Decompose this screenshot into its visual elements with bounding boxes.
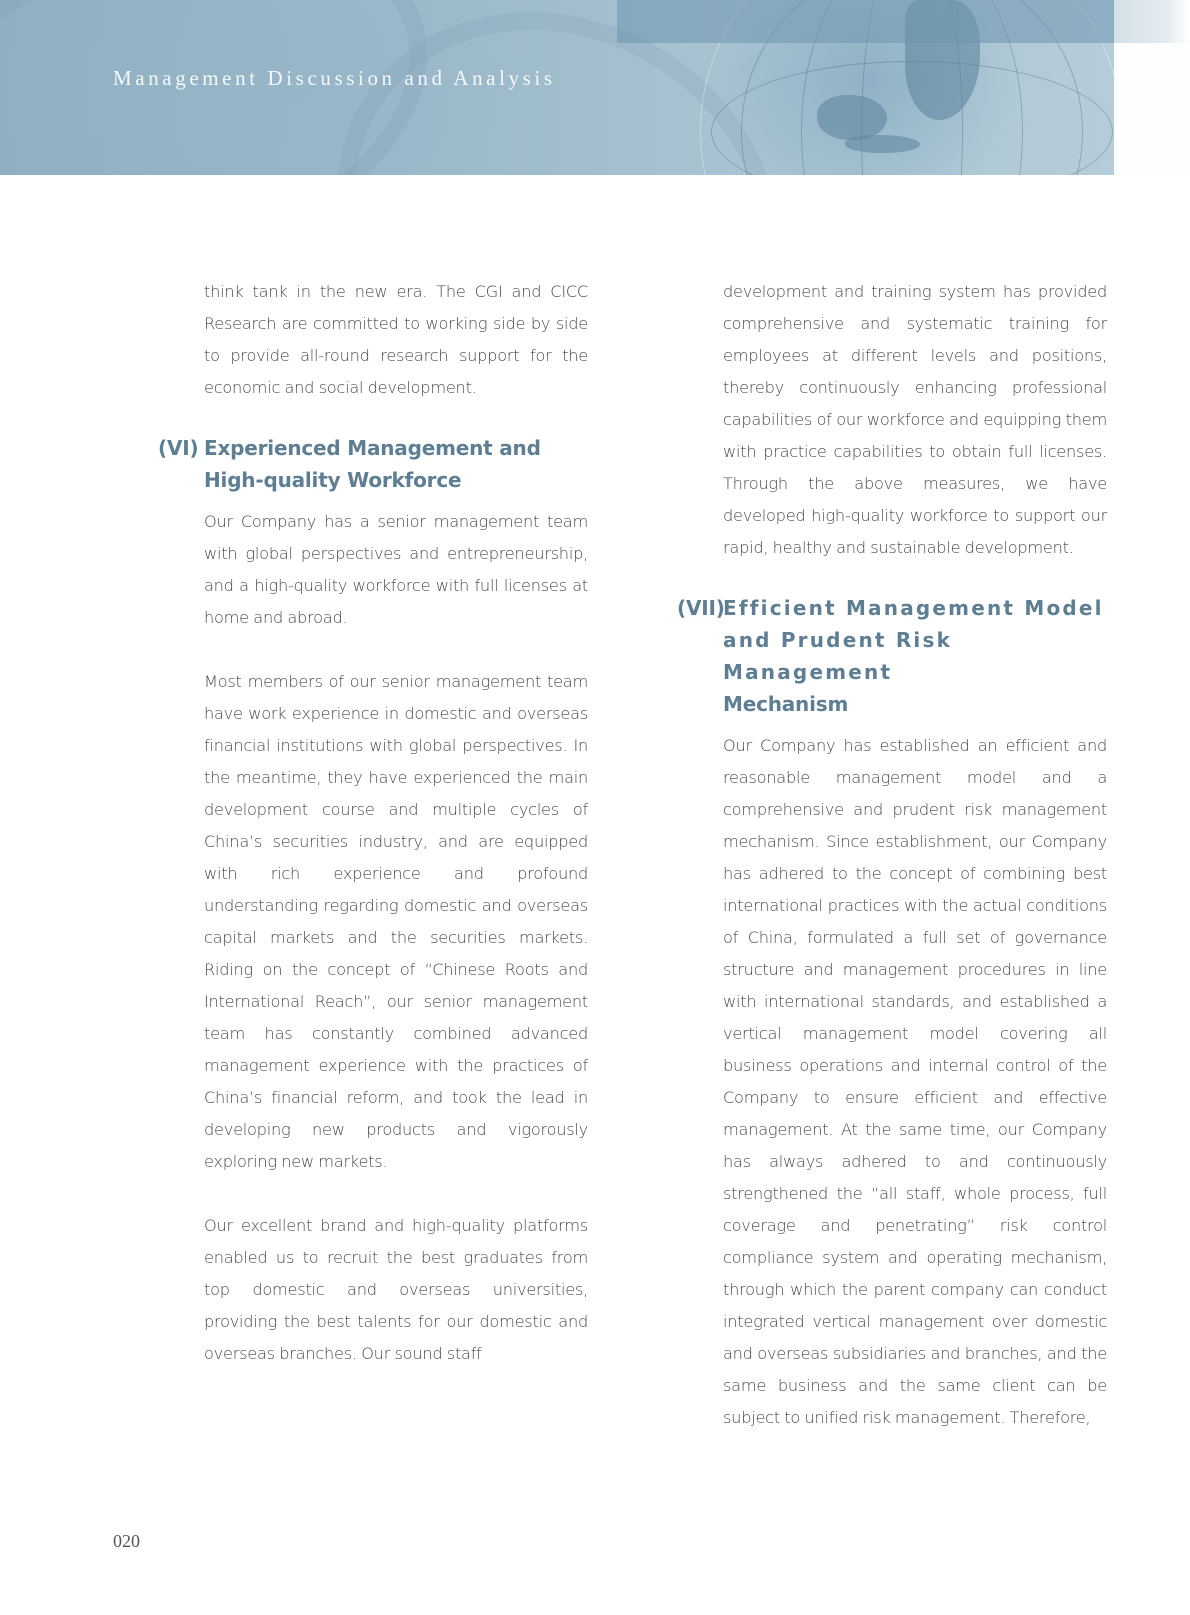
banner-top-strip-extension <box>1114 0 1190 43</box>
section-title-line: Mechanism <box>723 692 849 716</box>
banner-top-strip <box>617 0 1114 43</box>
section-vi-heading <box>158 432 588 496</box>
page-number: 020 <box>113 1531 140 1551</box>
section-number: (VII) <box>677 596 725 620</box>
body-paragraph: Our Company has a senior management team with global perspectives and entrepreneurship, and a high-quality workforce with full licenses at home and abroad. <box>204 512 588 627</box>
globe-landmass-australia <box>817 95 887 140</box>
header-banner <box>0 0 1114 175</box>
body-paragraph: Most members of our senior management team have work experience in domestic and overseas financial institutions with global perspectives. In the meantime, they have experienced the main development course and multiple cycles of China’s securities industry, and are equipped with rich experience and profound understanding regarding domestic and overseas capital markets and the securities markets. Riding on the concept of “Chinese Roots and International Reach”, our senior management team has constantly combined advanced management experience with the practices of China’s financial reform, and took the lead in developing new products and vigorously exploring new markets. <box>204 672 588 1171</box>
globe-landmass-antarctica <box>845 135 920 153</box>
section-title-line: Efficient Management Model <box>723 596 1104 620</box>
left-column <box>158 276 588 1370</box>
body-paragraph: Our Company has established an efficient and reasonable management model and a comprehensive and prudent risk management mechanism. Since establishment, our Company has adhered to the concept of combining best international practices with the actual conditions of China, formulated a full set of governance structure and management procedures in line with international standards, and established a vertical management model covering all business operations and internal control of the Company to ensure efficient and effective management. At the same time, our Company has always adhered to and continuously strengthened the “all staff, whole process, full coverage and penetrating” risk control compliance system and operating mechanism, through which the parent company can conduct integrated vertical management over domestic and overseas subsidiaries and branches, and the same business and the same client can be subject to unified risk management. Therefore, <box>723 736 1107 1427</box>
section-title: Experienced Management and High-quality Workforce <box>204 436 541 492</box>
section-header-title: Management Discussion and Analysis <box>113 66 556 90</box>
banner-right-margin <box>1114 43 1190 175</box>
right-column <box>677 276 1107 1434</box>
continuation-paragraph: development and training system has provided comprehensive and systematic training for employees at different levels and positions, thereby continuously enhancing professional capabilities of our workforce and equipping them with practice capabilities to obtain full licenses. Through the above measures, we have developed high-quality workforce to support our rapid, healthy and sustainable development. <box>723 282 1107 557</box>
intro-paragraph: think tank in the new era. The CGI and CICC Research are committed to working side by side to provide all-round research support for the economic and social development. <box>204 282 588 397</box>
body-paragraph: Our excellent brand and high-quality platforms enabled us to recruit the best graduates from top domestic and overseas universities, providing the best talents for our domestic and overseas branches. Our sound staff <box>204 1216 588 1363</box>
section-title-line: and Prudent Risk Management <box>723 628 953 684</box>
section-title <box>723 592 1107 720</box>
section-vii-heading <box>677 592 1107 720</box>
section-number: (VI) <box>158 436 199 460</box>
